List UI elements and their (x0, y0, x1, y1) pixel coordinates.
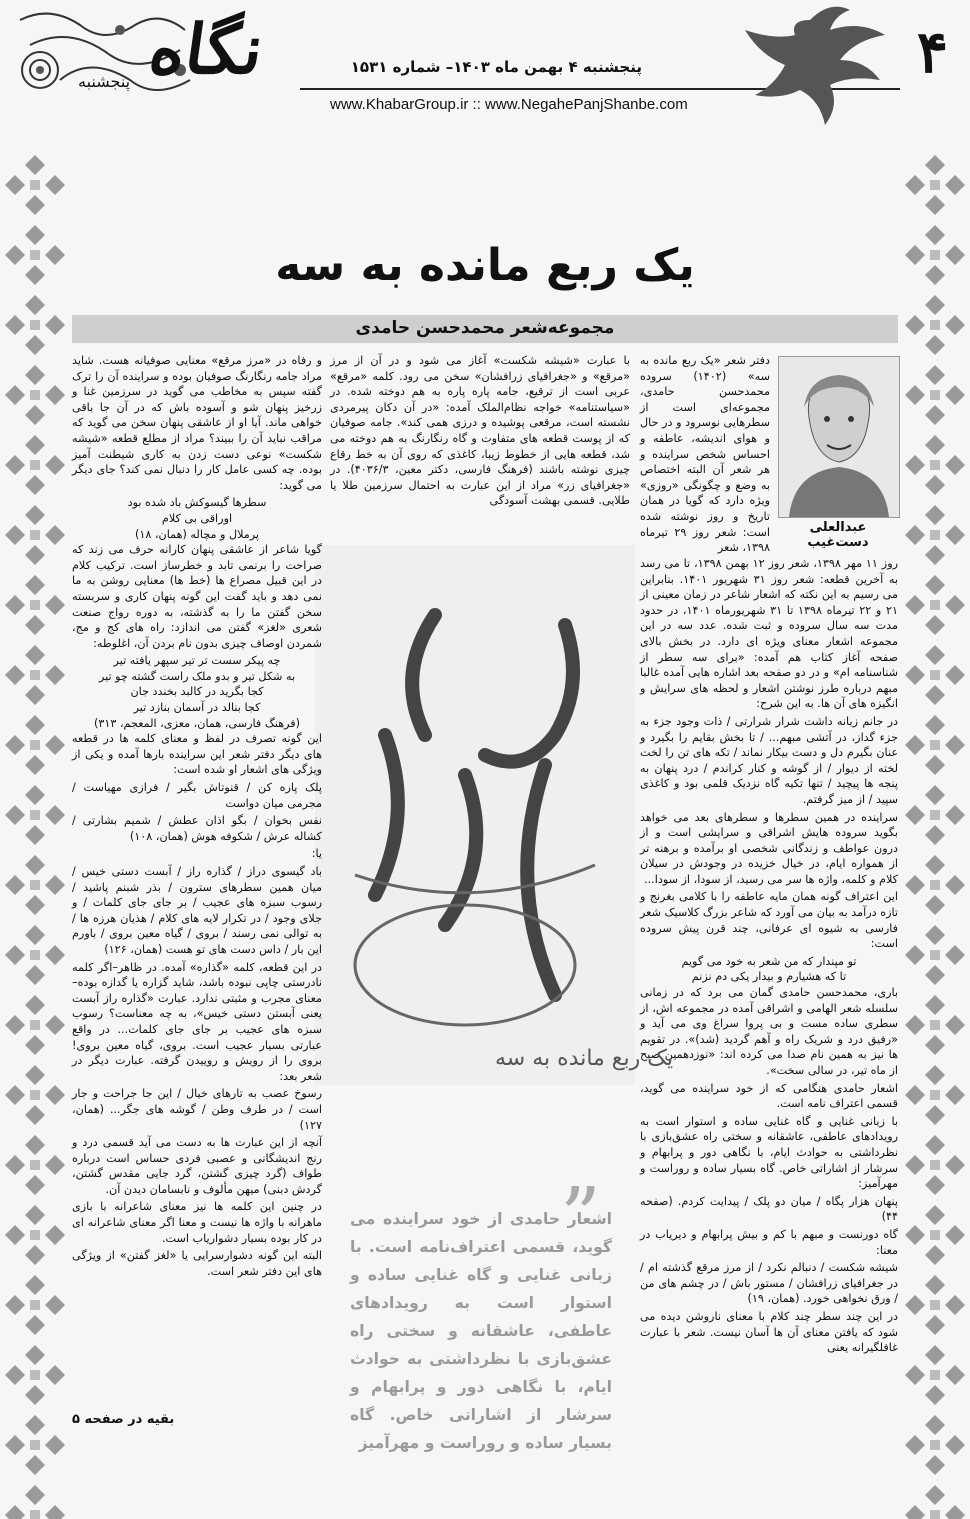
paragraph: باد گیسوی دراز / گذاره راز / آبست دستی خیس / میان همین سطرهای سترون / بذر شبنم پاشید / رسوب سبزه های عجیب / بر جای جای کلمات / و جلای وجود / در تکرار لایه های کلام / هذیان هرزه ها / به توالی نمی رسند / بروی / گیاه معین بروی / باورم این بار / داس دست های تو هست (همان، ۱۲۶) (72, 865, 322, 956)
article-column-1 (640, 556, 898, 1456)
verse-line: تا که هشیارم و بیدار یکی دم نزنم (691, 970, 847, 984)
paragraph: اشعار حامدی هنگامی که از خود سراینده می گوید، قسمی اعتراف نامه است. (640, 1081, 898, 1111)
verse-line: سطرها گیسوکش باد شده بود (127, 496, 267, 510)
paragraph: سراینده در همین سطرها و سطرهای بعد می خواهد بگوید سروده هایش اشراقی و سرایشی است و از درون عواطف و زندگانی شخصی او برآمده و برهنه تر از همواره ایام، در خیال خزیده در وجودش در سیلان کلام و کلمه، واژه ها سر می رسید، از سودا، از سودا... (640, 810, 898, 886)
paragraph: در چنین این کلمه ها نیز معنای شاعرانه با بازی ماهرانه با واژه ها نیست و معنا اگر معنای شاعرانه ای در کار بوده بسیار دشواریاب است. (72, 1200, 322, 1245)
paragraph: یا: (311, 847, 322, 861)
paragraph: نفس بخوان / بگو اذان عطش / شمیم بشارتی / کشاله عرش / شکوفه هوش (همان، ۱۰۸) (72, 814, 322, 843)
citation: (فرهنگ فارسی، همان، معزی، المعجم، ۳۱۳) (93, 716, 301, 730)
paragraph: و رفاه در «مرز مرقع» معنایی صوفیانه هست. شاید مراد جامه رنگارنگ صوفیان بوده و سراینده آن را ترک گفته سپس به مخاطب می گوید در سرزمین غنا و زرخیز پنهان شو و آسوده باش که در آن جا باقی خواهی ماند. آیا او از عاشقی پنهان سخن می گوید که مراقب نباید آن را ببیند؟ مراد از مطلع قطعه «شیشه شکست» نوعی دست زدن به کاری شیطنت آمیز بوده. چه کسی عامل کار را دنبال نمی کند؟ جای دیگر می گوید: (72, 354, 322, 492)
verse-line: چه پیکر سست تر تیر سپهر یافته تیر (113, 654, 281, 668)
verse-line: اوراقی بی کلام (161, 511, 233, 525)
verse-line: کجا بگرید در کالبد بخندد جان (130, 685, 264, 699)
continued-on-page: بقیه در صفحه ۵ (72, 1412, 175, 1427)
paragraph: رسوخ عصب به تارهای خیال / این جا جراحت و جار است / در طرف وطن / گوشه های جگر... (همان، ۱۲۷) (72, 1087, 322, 1132)
paragraph: روز ۱۱ مهر ۱۳۹۸، شعر روز ۱۲ بهمن ۱۳۹۸، تا می رسد به آخرین قطعه: شعر روز ۳۱ شهریور ۱۴۰۱. بنابراین می رسیم به این نکته که اشعار شاعر در زمان معینی از ۲۱ و ۲۲ تیرماه ۱۳۹۸ تا ۳۱ شهریورماه ۱۴۰۱، در حدود مدت سه سال سروده و ثبت شده. عدد سه در این مجموعه اشعار معنای ویژه ای دارد. در بخش بالای صفحه آغاز کتاب هم آمده: «برای سه سطر از شناسنامه ام» و در دو صفحه بعد اشاره هایی آمده غالبا مبهم درباره طرز نوشتن اشعار و لحظه های سرایش و انگیزه های آن ها. به این شرح: (640, 557, 899, 711)
paragraph: با زبانی غنایی و گاه غنایی ساده و استوار است به رویدادهای عاطفی، عاشقانه و سختی راه عشق‌بازی با نظرداشتی به حوادث ایام، با نگاهی دور و پرابهام و سرشار از اشاراتی خاص. گاه بسیار ساده و روراست و مهرآمیز: (640, 1114, 898, 1191)
website-urls: www.KhabarGroup.ir :: www.NegahePanjShanbe.com (330, 96, 688, 113)
side-ornament-right (900, 150, 970, 1519)
paragraph: آنچه از این عبارت ها به دست می آید قسمی درد و رنج اندیشگانی و عصبی فردی حساس است درباره طواف (گرد چیزی گشتن، گرد جایی مقدس گشتن، گردش دبنی) میهن مألوف و نابسامان دیدن آن. (72, 1136, 322, 1196)
book-cover-image (315, 545, 674, 1085)
paragraph: گاه دورنست و مبهم با کم و بیش پرابهام و دیریاب در معنا: (640, 1227, 898, 1257)
verse-line: کجا بنالد در آسمان بنازد تیر (133, 701, 261, 715)
verse-line: به شکل تیر و بدو ملک راست گشته چو تیر (98, 669, 296, 683)
author-portrait (778, 356, 900, 518)
side-ornament-left (0, 150, 70, 1519)
paragraph: باری، محمدحسن حامدی گمان می برد که در زمانی سلسله شعر الهامی و اشراقی آمده در مجموعه اش، از سطری ساده مست و بی پروا سراغ وی می آید و «رفیق درد و شریک راه و آهم گردید (شد)». در تقویم ها نیز به همین نام صدا می کرده اند: «نوزدهمین صبح از ماه تیر، در سالی سخت». (640, 986, 898, 1077)
verse-line: پرملال و مچاله (همان، ۱۸) (134, 527, 260, 541)
paragraph: این اعتراف گونه همان مایه عاطفه را با کلامی بغرنج و تازه درآمد به بیان می آورد که شاعر بزرگ کلاسیک شعر فارسی به شیوه ای عرفانی، چند قرن پیش سروده است: (640, 890, 898, 951)
paragraph: با عبارت «شیشه شکست» آغاز می شود و در آن از مرز «مرقع» و «جغرافیای زرافشان» سخن می رود. کلمه «مرقع» عربی است از ترقیع، جامه پاره پاره به هم دوخته شده. در «سیاستنامه» خواجه نظام‌الملک آمده: «در آن دکان پیرمردی نشسته است، مرقعی پوشیده و درزی همی کند». جامه صوفیان که از پوست قطعه های متفاوت و گاه رنگارنگ به هم دوخته می شد، قطعه هایی از خطوط زیبا، کاغذی که روی آن به خط رقاع چیزی نوشته باشند (فرهنگ فارسی، دکتر معین، ۴۰۳۶/۳). در «جغرافیای زر» مراد از این عبارت به احتمال سرزمین طلا یا طلایی. قسمی بهشت آسودگی (330, 354, 630, 508)
article-subtitle: مجموعه‌شعر محمدحسن حامدی (355, 318, 615, 338)
paragraph: در جانم زبانه داشت شرار شرارتی / ذات وجود جزء به جزء گداز، در آتشی مبهم... / تا بخش بقایم را بگیرد و عنان بگیرم دل و دست بیکار نماند / تکه های تن را لخت لخته از دیوار / از گوشه و کنار کراندم / درد پنهان به پنجه ها پیچید / تنها تکیه گاه نزدیک قلمی بود و کاغذی سپید / از میز گرفتم. (640, 714, 898, 806)
phoenix-bird-icon (730, 0, 890, 130)
issue-date-number: پنجشنبه ۴ بهمن ماه ۱۴۰۳– شماره ۱۵۳۱ (350, 58, 642, 76)
article-headline: یک ربع مانده به سه (275, 240, 695, 291)
paragraph: در این قطعه، کلمه «گذاره» آمده. در ظاهر–اگر کلمه نادرستی چاپی نبوده باشد، شاید گزاره یا گدازه بوده– معنای مجرب و مثبتی ندارد. عبارت «گذاره راز آبست یعنی آبستن دستی خیس»، به چه معناست؟ رسوب سبزه های عجیب بر جای جای کلمات... در واقع عبارتی بسیار عجیب است. بروی، گیاه معین بروی! بروی را از رویش و روییدن گرفته. عبارت دیگر در شعر بعد: (72, 960, 322, 1083)
page-number: ۴ (916, 18, 948, 86)
paragraph: در این چند سطر چند کلام با معنای ناروشن دیده می شود که یافتن معنای آن ها آسان نیست. شعر با عبارت غافلگیرانه یعنی (640, 1309, 898, 1355)
paragraph: البته این گونه دشوارسرایی یا «لغز گفتن» از ویژگی های این دفتر شعر است. (72, 1249, 322, 1278)
quote-mark-icon: ” (560, 1170, 601, 1263)
masthead (0, 0, 970, 150)
paragraph: پلک پاره کن / قنوتاش بگیر / فرازی مهیاست / مجرمی میان دواست (72, 781, 322, 810)
paragraph: گویا شاعر از عاشقی پنهان کارانه حرف می زند که صراحت را برنمی تابد و خطرساز است. ترکیب کلام در این قبیل مصراع ها (خط ها) معنایی روشن به ما نمی دهد و باید گفت این گونه پنهان کاری و سربسته سخن گفتن ما را به گذشته، به دوره رواج صنعت شعری «لغز» گفتن می اندازد: راه های کج و مج، شمردن اوصاف چیزی بدون نام بردن آن، اغلوطه: (72, 543, 322, 650)
article-column-1-intro (640, 353, 770, 553)
logo-subtitle: پنجشنبه (78, 72, 131, 91)
article-column-2 (330, 353, 630, 533)
photo-caption: عبدالعلی دست‌غیب (807, 520, 869, 550)
paragraph: دفتر شعر «یک ربع مانده به سه» (۱۴۰۲) سروده محمدحسن حامدی، مجموعه‌ای است از سطرهایی نوسرود و در حال و هوای اندیشه، عاطفه و احساس شخص سراینده و هر شعر آن البته اختصاص به وضع و چگونگی «روزی» ویژه دارد که گویا در همان تاریخ و روز نوشته شده است: شعر روز ۲۹ تیرماه ۱۳۹۸، شعر (640, 354, 770, 555)
paragraph: این گونه تصرف در لفظ و معنای کلمه ها در قطعه های دیگر دفتر شعر این سراینده بارها آمده و یکی از ویژگی های اشعار او شده است: (72, 732, 322, 777)
paragraph: پنهان هزار پگاه / میان دو پلک / پیدایت کردم. (صفحه ۴۴) (640, 1194, 898, 1224)
pull-quote: اشعار حامدی از خود سراینده می گوید، قسمی اعتراف‌نامه است. با زبانی غنایی و گاه غنایی ساده و استوار است به رویدادهای عاطفی، عاشقانه و سختی راه عشق‌بازی با نظرداشتی به حوادث ایام، با نگاهی دور و پرابهام و سرشار از اشاراتی خاص. گاه بسیار ساده و روراست و مهرآمیز (350, 1210, 612, 1452)
logo: نگاه (144, 10, 269, 90)
article-column-3 (72, 353, 322, 1473)
verse-line: تو مپندار که من شعر به خود می گویم (681, 954, 857, 968)
book-title: یک ربع مانده به سه (495, 1046, 674, 1071)
paragraph: شیشه شکست / دنبالم نکرد / از مرز مرقع گذشته ام / در جغرافیای زرافشان / مستور باش / در چشم های من / ورق نخواهی خورد. (همان، ۱۹) (640, 1261, 898, 1306)
